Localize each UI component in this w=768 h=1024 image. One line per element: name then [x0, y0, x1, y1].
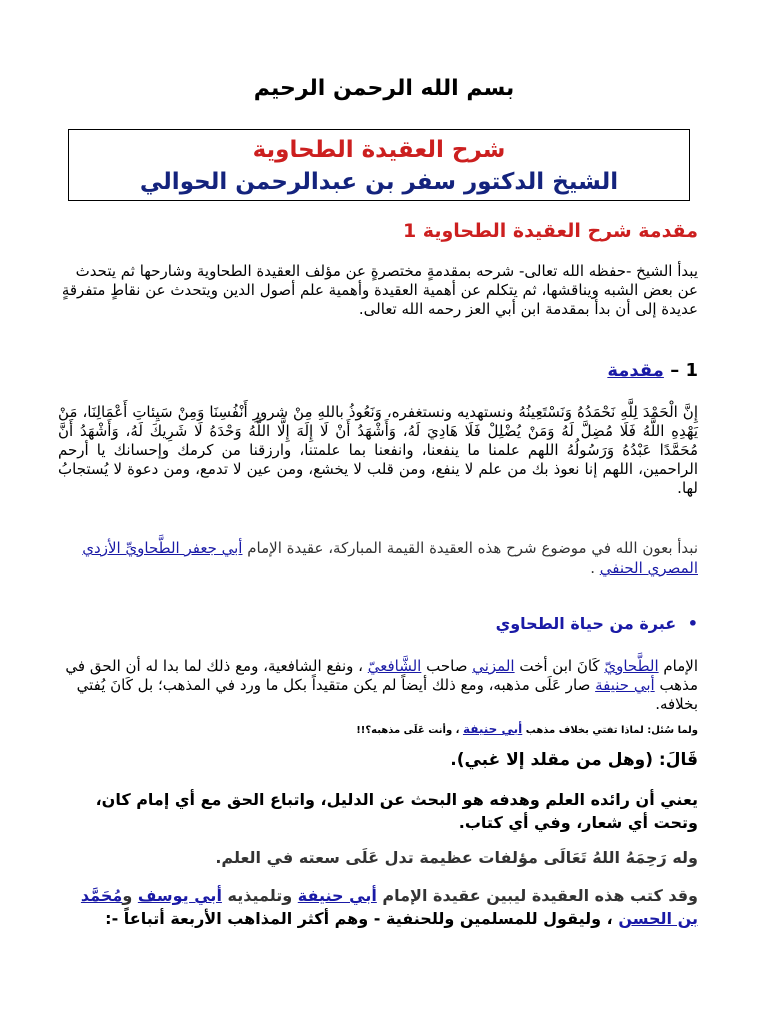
start-text: نبدأ بعون الله في موضوع شرح هذه العقيدة القيمة المباركة، عقيدة الإمام: [242, 539, 698, 557]
section-number: 1 –: [670, 360, 698, 381]
qal-line: قَالَ: (وهل من مقلد إلا غبي).: [450, 750, 698, 770]
question-text-end: ، وأنت عَلَى مذهبه؟!!: [356, 725, 463, 736]
book-title: شرح العقيدة الطحاوية: [252, 137, 506, 163]
link-abu-hanifa-2[interactable]: أبي حنيفة: [462, 722, 523, 736]
basmala: بسم الله الرحمن الرحيم: [253, 76, 515, 101]
life-paragraph: [58, 657, 698, 714]
bullet-icon: •: [687, 614, 698, 633]
start-text-end: .: [590, 559, 595, 577]
life-text-4: ، ونفع الشافعية، ومع ذلك لما بدا له أن الحق في مذهب: [65, 657, 698, 694]
question-line: [356, 722, 698, 736]
life-text-1: الإمام: [658, 657, 698, 675]
wrote-text-3: و: [122, 886, 138, 905]
intro-heading: مقدمة شرح العقيدة الطحاوية 1: [402, 220, 698, 242]
intro-paragraph: يبدأ الشيخ -حفظه الله تعالى- شرحه بمقدمةٍ مختصرةٍ عن مؤلف العقيدة الطحاوية وشارحها ثم يتحدث عن بعض الشبه ويناقشها، ثم يتكلم عن أهمية العقيدة وأهمية علم أصول الدين ويتحدث عن نقاطٍ متفرقةٍ عديدة إلى أن بدأ بمقدمة ابن أبي العز رحمه الله تعالى.: [61, 262, 698, 318]
life-text-2: كَانَ ابن أخت: [514, 657, 605, 675]
section-link-muqaddima[interactable]: مقدمة: [607, 360, 664, 381]
life-text-5: صار عَلَى مذهبه، ومع ذلك أيضاً لم يكن متقيداً بكل ما ورد في المذهب؛ بل كَانَ يُفتي بخلافه.: [76, 676, 698, 713]
title-box: [68, 129, 690, 201]
author-name: الشيخ الدكتور سفر بن عبدالرحمن الحوالي: [139, 169, 619, 195]
opening-text: إِنَّ الْحَمْدَ لِلَّهِ نَحْمَدُهُ وَنَسْتَعِينُهُ ونستهديه ونستغفره، وَنَعُوذُ باللهِ مِنْ شرورِ أَنْفُسِنَا وَمِنْ سَيِئاتِ أَعْمَالِنَا، مَنْ يَهْدِهِ اللَّهُ فَلَا مُضِلَّ لَهُ وَمَنْ يُضْلِلْ فَلَا هَادِيَ لَهُ، وَأَشْهَدُ أَنْ لَا إِلَهَ إِلَّا اللَّهُ وَحْدَهُ لَا شَرِيكَ لَهُ، وَأَشْهَدُ أَنَّ مُحَمَّدًا عَبْدُهُ وَرَسُولُهُ اللهم علمنا ما ينفعنا، وانفعنا بما علمتنا، وارزقنا من كرمك وإحسانك يا أرحم الراحمين، اللهم إنا نعوذ بك من علم لا ينفع، ومن قلب لا يخشع، ومن عين لا تدمع، ومن دعوة لا يُستجابُ لها.: [58, 403, 698, 497]
link-abu-yusuf[interactable]: أبي يوسف: [137, 886, 222, 905]
wrote-text-1: وقد كتب هذه العقيدة ليبين عقيدة الإمام: [376, 886, 698, 905]
wrote-paragraph: [58, 884, 698, 930]
link-tahawi[interactable]: الطَّحاويّ: [604, 657, 659, 675]
link-muzani[interactable]: المزني: [472, 657, 515, 675]
wrote-text-4: ، وليقول للمسلمين وللحنفية - وهم أكثر المذاهب الأربعة أتباعاً -:: [105, 909, 619, 928]
bullet-heading: [496, 614, 698, 633]
section-1-heading: [607, 360, 698, 381]
start-paragraph: [58, 538, 698, 578]
link-abu-hanifa[interactable]: أبي حنيفة: [595, 676, 655, 694]
wrote-text-2: وتلميذيه: [221, 886, 298, 905]
works-line: وله رَحِمَهُ اللهُ تَعَالَى مؤلفات عظيمة تدل عَلَى سعته في العلم.: [215, 848, 698, 867]
link-abu-hanifa-3[interactable]: أبي حنيفة: [297, 886, 377, 905]
life-text-3: صاحب: [421, 657, 473, 675]
meaning-paragraph: يعني أن رائده العلم وهدفه هو البحث عن الدليل، واتباع الحق مع أي إمام كان، وتحت أي شعار، وفي أي كتاب.: [95, 790, 698, 832]
bullet-heading-text: عبرة من حياة الطحاوي: [495, 614, 677, 633]
link-shafii[interactable]: الشَّافعيّ: [367, 657, 422, 675]
link-muhammad-ibn-hasan[interactable]: مُحَمَّد بن الحسن: [80, 886, 698, 928]
question-text: ولما سُئل: لماذا تفتي بخلاف مذهب: [522, 725, 698, 736]
link-abu-jafar-tahawi[interactable]: أبي جعفر الطَّحاويِّ الأزدي المصري الحنفي: [82, 539, 698, 577]
